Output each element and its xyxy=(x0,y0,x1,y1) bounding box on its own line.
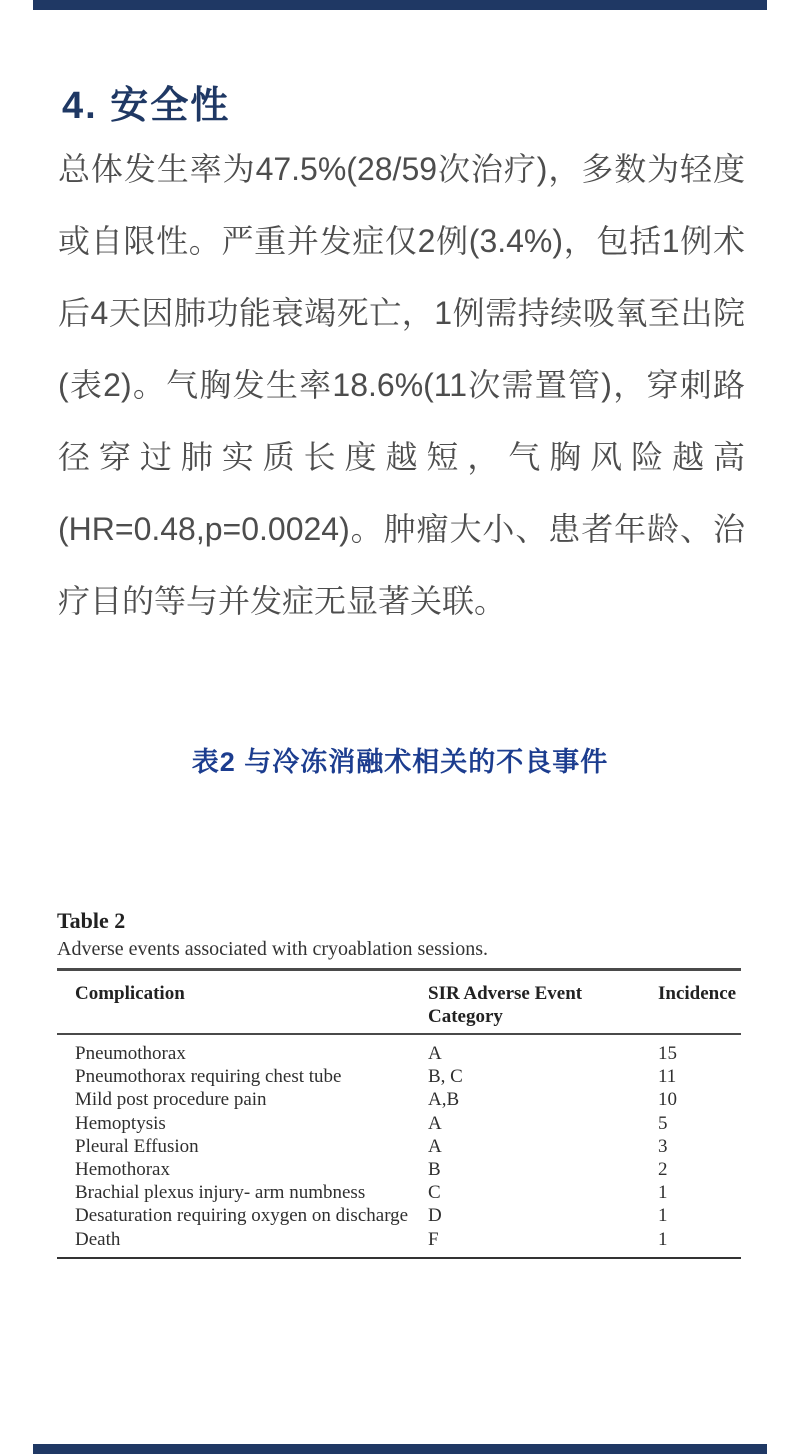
table-row xyxy=(57,1088,741,1111)
cell-incidence: 5 xyxy=(658,1112,668,1134)
cell-complication: Pleural Effusion xyxy=(75,1135,199,1157)
paragraph-line: (HR=0.48,p=0.0024)。肿瘤大小、患者年龄、治 xyxy=(58,511,745,547)
col-header-incidence: Incidence xyxy=(658,970,741,1035)
table-row xyxy=(57,1112,741,1135)
cell-category: A xyxy=(428,1135,442,1157)
table-caption-zh: 表2 与冷冻消融术相关的不良事件 xyxy=(191,747,609,777)
top-accent-bar xyxy=(33,0,767,10)
cell-incidence: 1 xyxy=(658,1228,668,1250)
cell-category: A xyxy=(428,1112,442,1134)
cell-category: A xyxy=(428,1043,442,1064)
cell-category: A,B xyxy=(428,1089,460,1111)
cell-incidence: 15 xyxy=(658,1043,677,1064)
cell-incidence: 1 xyxy=(658,1205,668,1227)
col-header-sir-category: SIR Adverse Event Category xyxy=(428,970,658,1035)
scanned-table-figure xyxy=(57,908,741,1259)
paragraph-line: 后4天因肺功能衰竭死亡，1例需持续吸氧至出院 xyxy=(58,295,745,331)
table-row xyxy=(57,1034,741,1065)
table-row xyxy=(57,1135,741,1158)
table-row xyxy=(57,1228,741,1258)
cell-complication: Pneumothorax xyxy=(75,1043,186,1064)
cell-category: B, C xyxy=(428,1066,463,1088)
cell-complication: Pneumothorax requiring chest tube xyxy=(75,1066,342,1088)
paragraph-line: (表2)。气胸发生率18.6%(11次需置管)，穿刺路 xyxy=(58,367,745,403)
paragraph-line: 总体发生率为47.5%(28/59次治疗)，多数为轻度 xyxy=(58,151,745,187)
cell-category: F xyxy=(428,1228,439,1250)
paragraph-line: 疗目的等与并发症无显著关联。 xyxy=(58,583,507,619)
table-row xyxy=(57,1204,741,1227)
cell-complication: Hemoptysis xyxy=(75,1112,166,1134)
cell-incidence: 2 xyxy=(658,1159,668,1181)
cell-incidence: 3 xyxy=(658,1135,668,1157)
adverse-events-table xyxy=(57,968,741,1259)
paragraph-line: 或自限性。严重并发症仅2例(3.4%)，包括1例术 xyxy=(58,223,745,259)
cell-category: C xyxy=(428,1182,441,1204)
cell-category: B xyxy=(428,1159,441,1181)
cell-complication: Death xyxy=(75,1228,121,1250)
cell-incidence: 1 xyxy=(658,1182,668,1204)
section-heading: 4. 安全性 xyxy=(62,85,231,127)
body-paragraph xyxy=(58,133,745,637)
cell-complication: Hemothorax xyxy=(75,1159,170,1181)
cell-category: D xyxy=(428,1205,442,1227)
table-header-row xyxy=(57,970,741,1035)
table-row xyxy=(57,1065,741,1088)
table-label: Table 2 xyxy=(57,908,126,933)
table-row xyxy=(57,1158,741,1181)
cell-complication: Desaturation requiring oxygen on discharge xyxy=(75,1205,409,1227)
table-row xyxy=(57,1181,741,1204)
cell-incidence: 10 xyxy=(658,1089,677,1111)
paragraph-line: 径穿过肺实质长度越短，气胸风险越高 xyxy=(58,439,745,475)
table-caption-en: Adverse events associated with cryoablation sessions. xyxy=(57,938,489,960)
bottom-accent-bar xyxy=(33,1444,767,1454)
col-header-complication: Complication xyxy=(57,970,428,1035)
cell-complication: Brachial plexus injury- arm numbness xyxy=(75,1182,366,1204)
cell-incidence: 11 xyxy=(658,1066,677,1088)
cell-complication: Mild post procedure pain xyxy=(75,1089,267,1111)
